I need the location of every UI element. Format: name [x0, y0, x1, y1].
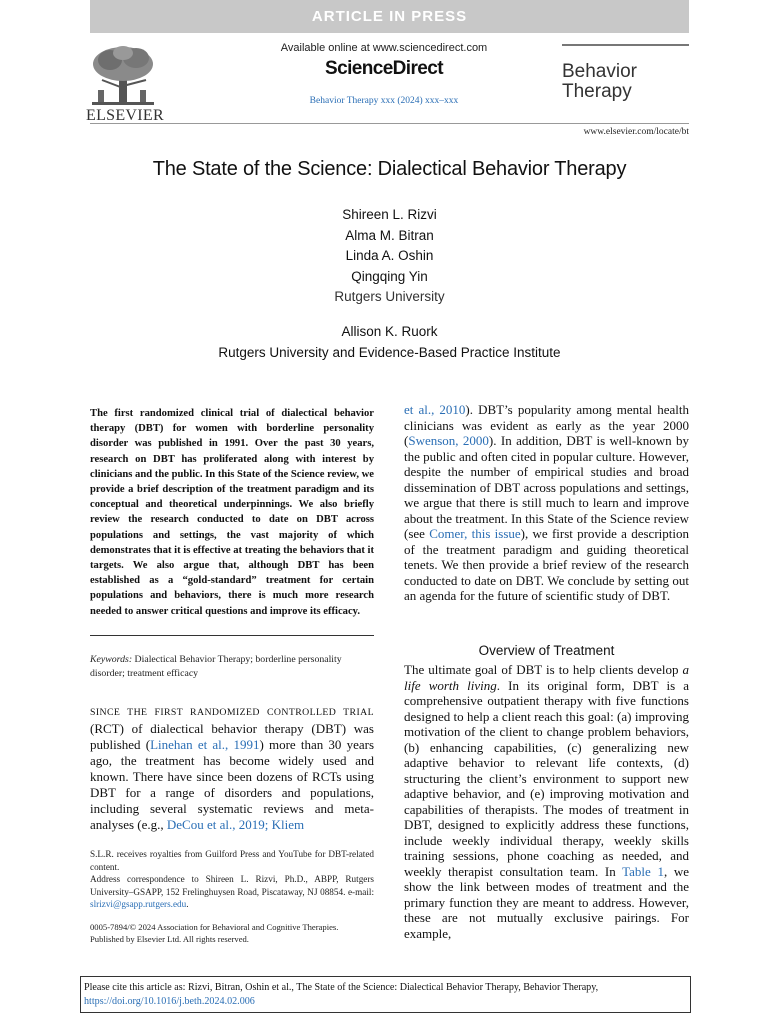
citation-text: Please cite this article as: Rizvi, Bitran, Oshin et al., The State of the Science: Dialectical Behavior Therapy, Behavior Therapy, [84, 982, 599, 993]
body-text: ) more than 30 years ago, the treatment has become widely used and known. There have since been dozens of RCTs using DBT for a range of disorders and populations, including several systematic reviews and meta-analyses (e.g., [90, 737, 374, 832]
author-affiliation: Rutgers University [334, 289, 445, 304]
article-title: The State of the Science: Dialectical Behavior Therapy [152, 158, 627, 180]
citation-box [80, 976, 691, 1013]
author-block [90, 205, 689, 308]
author-affiliation: Rutgers University and Evidence-Based Practice Institute [218, 344, 561, 360]
footnote-end: . [186, 899, 189, 910]
keywords-text: Dialectical Behavior Therapy; borderline personality disorder; treatment efficacy [90, 654, 342, 679]
body-text: ). DBT’s popularity among mental health clinicians was evident as early as the year 2000 ( [404, 402, 689, 448]
royalties-note: S.L.R. receives royalties from Guilford Press and YouTube for DBT-related content. [90, 849, 374, 872]
elsevier-tree-logo-icon [88, 44, 158, 108]
abstract: The first randomized clinical trial of dialectical behavior therapy (DBT) for women with borderline personality disorder was published in 1991. Over the past 30 years, research on DBT has proliferated along with interest by clinicians and the public. In this State of the Science review, we provide a brief description of the treatment paradigm and its conceptual and theoretical underpinnings. We also briefly review the research conducted to date on DBT across populations and settings, the vast majority of which demonstrates that it is effective at treating the behaviors that it targets. We also argue that, although DBT has been established as a “gold-standard” treatment for certain populations and behaviors, there is much more research needed to answer critical questions and improve its efficacy. [90, 408, 375, 617]
emphasis-text: a life worth living [404, 662, 689, 693]
sciencedirect-logo[interactable]: ScienceDirect [325, 58, 443, 79]
journal-citation[interactable]: Behavior Therapy xxx (2024) xxx–xxx [309, 96, 459, 106]
keywords-label: Keywords: [90, 654, 133, 665]
journal-title: Behavior Therapy [562, 61, 637, 102]
lead-smallcaps: SINCE THE FIRST RANDOMIZED CONTROLLED TRIAL [90, 707, 374, 718]
body-text: The ultimate goal of DBT is to help clients develop [404, 662, 683, 677]
body-text: ), we first provide a description of the treatment paradigm and guiding theoretical tenets. We then provide a brief review of the research conducted to date on DBT. We conclude by setting out an agenda for the future of scientific study of DBT. [404, 526, 689, 603]
author-name: Allison K. Ruork [341, 324, 438, 339]
body-text: . In its original form, DBT is a comprehensive outpatient therapy with five functions designed to help a client reach this goal: (a) improving motivation of the client to change problem behaviors, (b) enhancing capabilities, (c) generalizing new adaptive behavior to relevant life contexts, (d) structuring the client’s environment to support new adaptive behavior, and (e) improving motivation and capabilities of therapists. The modes of treatment in DBT, designed to explicitly address these functions, include weekly individual therapy, weekly skills training sessions, phone coaching as needed, and weekly therapist consultation team. In [404, 677, 689, 879]
section-heading: Overview of Treatment [478, 643, 615, 658]
publisher-name: ELSEVIER [86, 107, 164, 124]
author-name: Shireen L. Rizvi [342, 207, 437, 222]
body-intro-right [404, 402, 689, 604]
citation-link[interactable]: Swenson, 2000 [408, 433, 489, 448]
body-text: , we show the link between modes of treatment and the primary function they are meant to address. However, these are not mutually exclusive pairings. For example, [404, 863, 689, 941]
body-intro-left [90, 703, 374, 833]
citation-link[interactable]: DeCou et al., 2019; Kliem [166, 817, 305, 832]
author-name: Qingqing Yin [351, 268, 428, 284]
keywords [90, 653, 374, 681]
author-footnote [90, 848, 374, 911]
correspondence-address: Address correspondence to Shireen L. Rizvi, Ph.D., ABPP, Rutgers University–GSAPP, 152 Frelinghuysen Road, Piscataway, NJ 08854. e-mail: [90, 874, 374, 897]
body-overview [404, 662, 689, 941]
citation-link[interactable]: Linehan et al., 1991 [150, 737, 260, 752]
doi-link[interactable]: https://doi.org/10.1016/j.beth.2024.02.006 [84, 995, 255, 1007]
journal-title-box [562, 44, 689, 102]
available-online-text: Available online at www.sciencedirect.com [280, 42, 488, 54]
body-text: ). In addition, DBT is well-known by the public and often cited in popular culture. However, despite the number of empirical studies and broad dissemination of DBT across populations and settings, we argue that there is still much to learn and improve about the treatment. In this State of the Science review (see [404, 433, 689, 541]
article-in-press-banner: ARTICLE IN PRESS [90, 0, 689, 33]
table-link[interactable]: Table 1 [622, 863, 664, 879]
citation-link[interactable]: Comer, this issue [429, 526, 521, 541]
abstract-divider [90, 635, 374, 636]
header-divider [90, 123, 689, 124]
citation-link[interactable]: et al., 2010 [404, 402, 466, 417]
journal-url[interactable]: www.elsevier.com/locate/bt [583, 127, 689, 137]
body-text: (RCT) of dialectical behavior therapy (DBT) was published ( [90, 721, 374, 752]
copyright-notice: 0005-7894/© 2024 Association for Behavioral and Cognitive Therapies. Published by Elsevier Ltd. All rights reserved. [90, 922, 339, 945]
email-link[interactable]: slrizvi@gsapp.rutgers.edu [90, 899, 187, 910]
author-block-2 [90, 322, 689, 363]
author-name: Linda A. Oshin [345, 248, 434, 263]
author-name: Alma M. Bitran [345, 227, 434, 243]
